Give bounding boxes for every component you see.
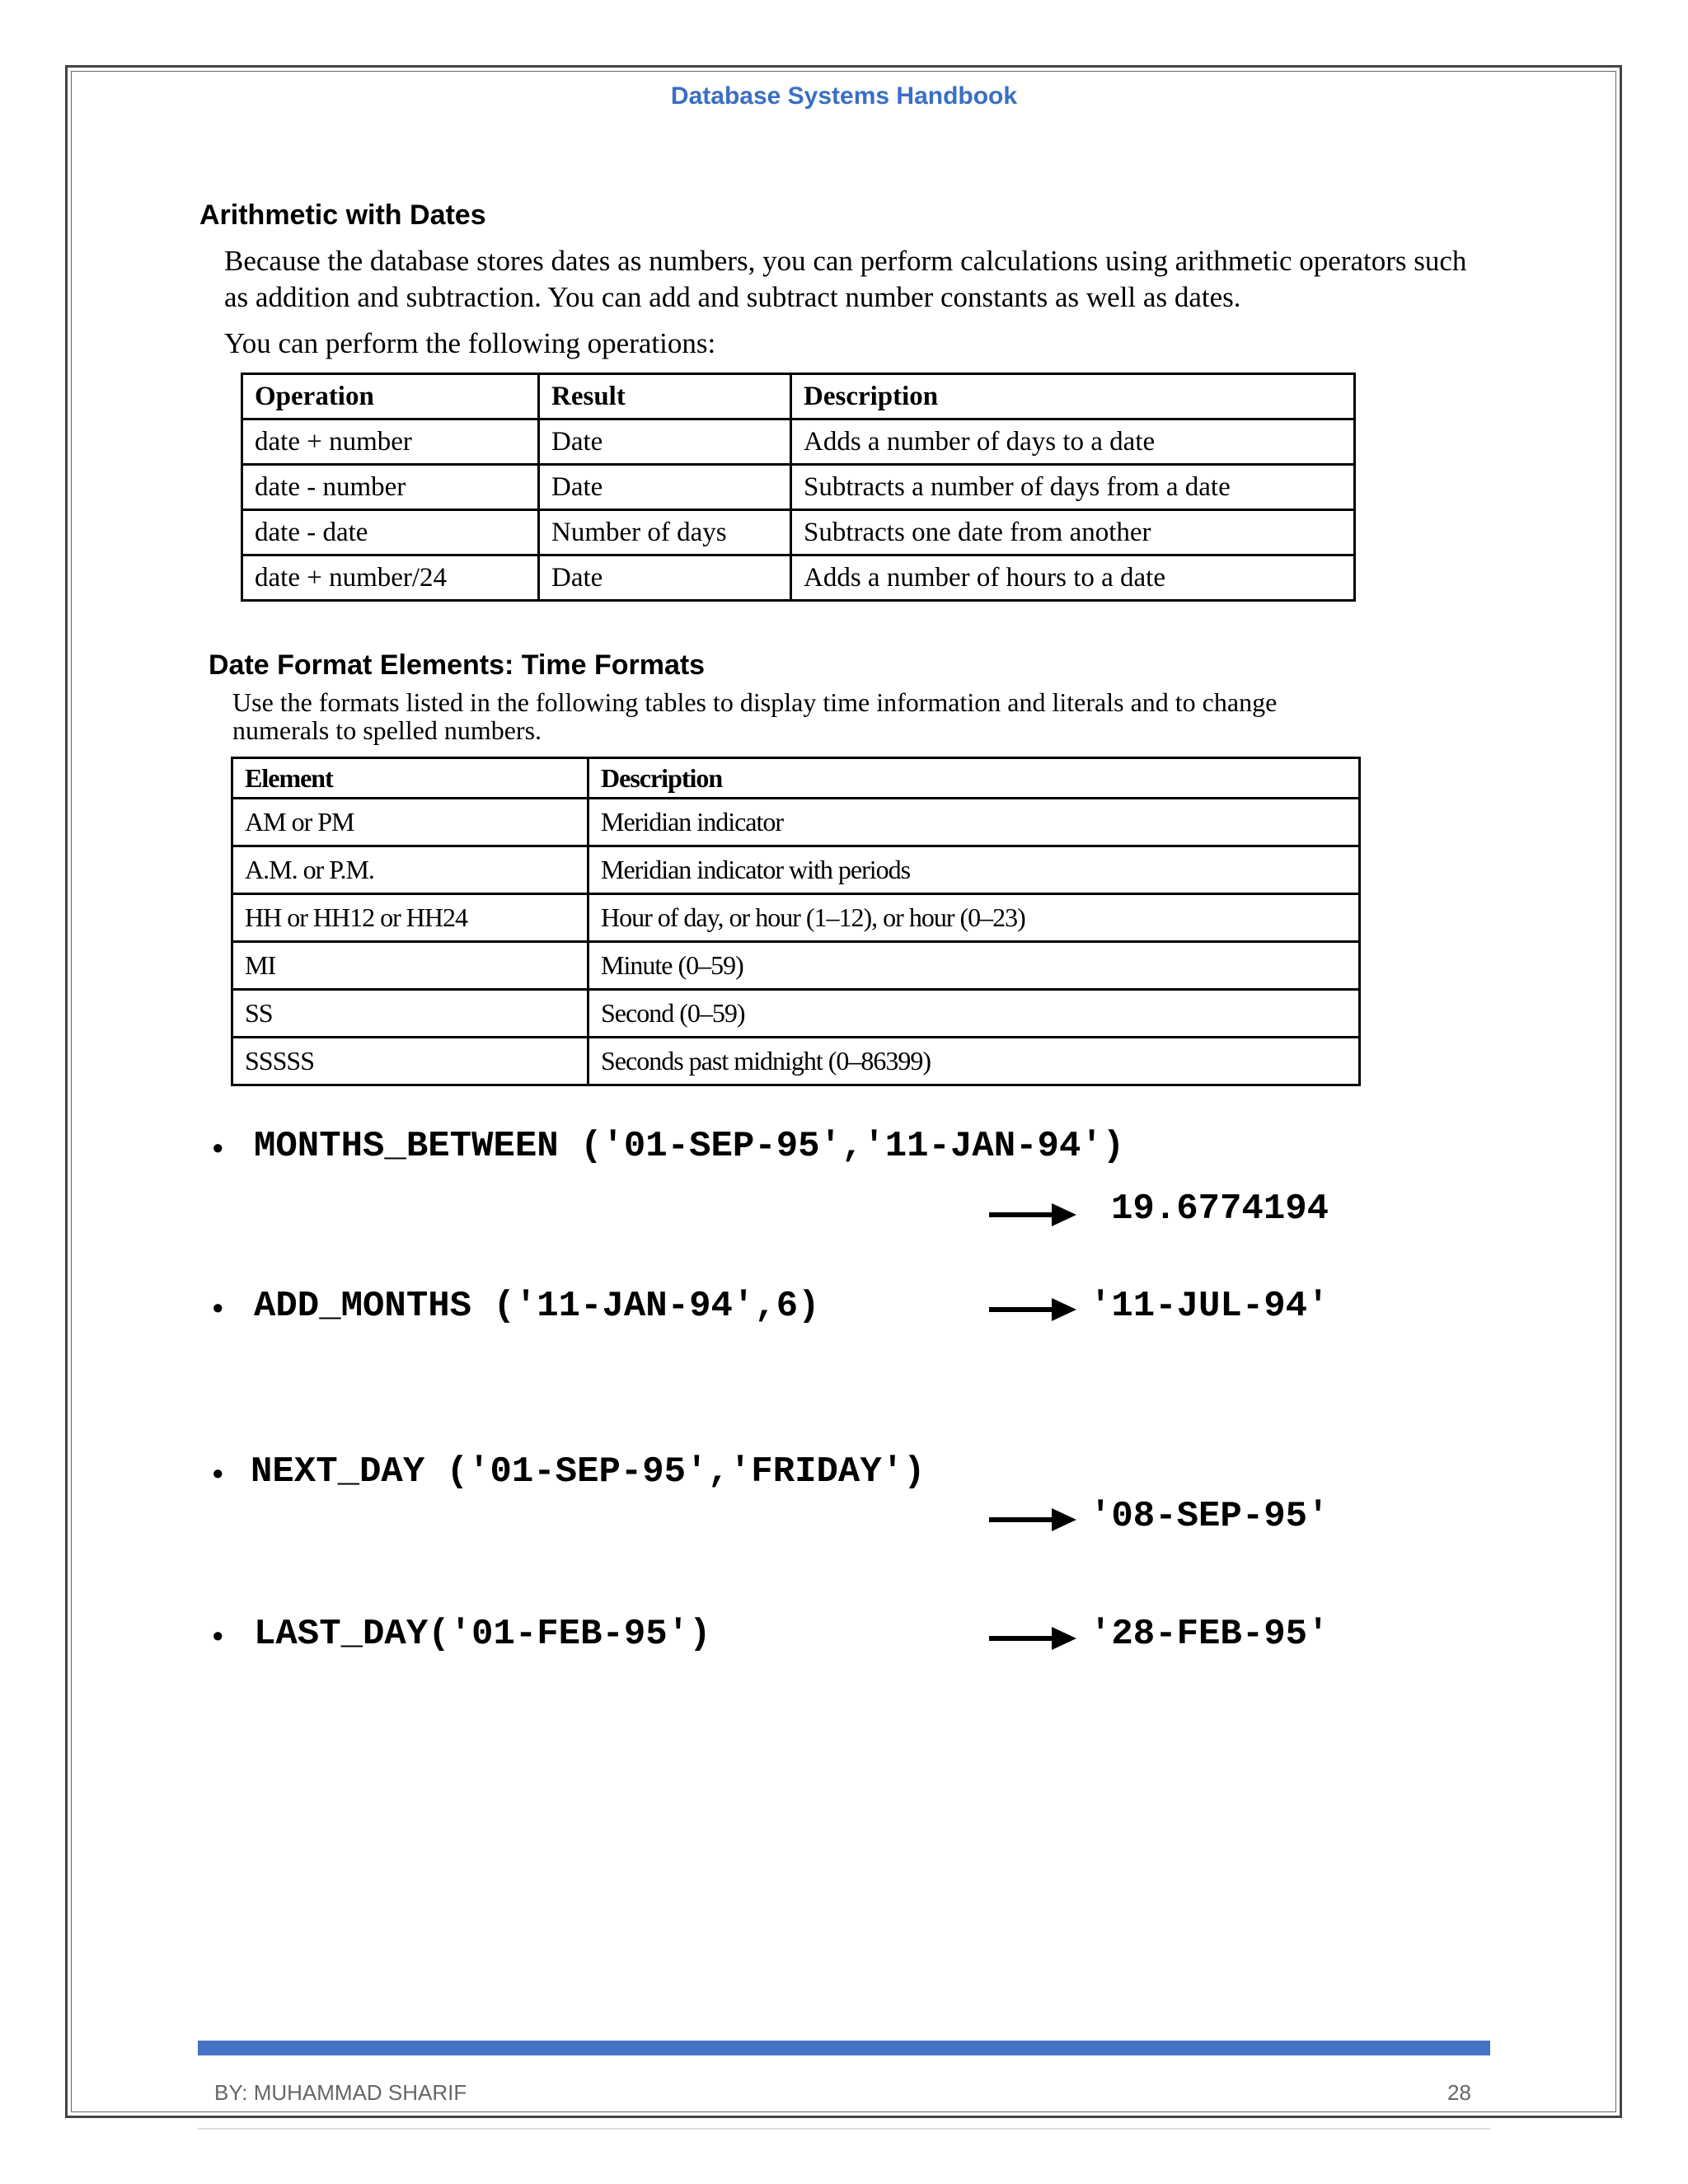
table-cell: Adds a number of days to a date: [791, 419, 1355, 465]
header-title: Database Systems Handbook: [670, 82, 1018, 110]
footer-author: BY: MUHAMMAD SHARIF: [214, 2080, 467, 2105]
table-cell: Seconds past midnight (0–86399): [588, 1038, 1360, 1085]
table-cell: date + number/24: [242, 555, 539, 601]
table-header-row: [242, 374, 1355, 419]
table-cell: Date: [539, 465, 791, 510]
arrow-right-icon: [989, 1200, 1076, 1230]
table-row: [232, 942, 1360, 990]
operations-table: [241, 373, 1356, 602]
example-expr-add-months: ADD_MONTHS ('11-JAN-94',6): [254, 1286, 820, 1327]
table-cell: Date: [539, 419, 791, 465]
section2-para-line2: numerals to spelled numbers.: [232, 715, 542, 745]
example-expr-last-day: LAST_DAY('01-FEB-95'): [254, 1614, 711, 1655]
table-cell: Meridian indicator: [588, 799, 1360, 846]
example-expr-next-day: NEXT_DAY ('01-SEP-95','FRIDAY'): [251, 1451, 926, 1493]
bullet: •: [213, 1619, 223, 1652]
example-result-last-day: '28-FEB-95': [1090, 1614, 1329, 1655]
table-cell: HH or HH12 or HH24: [232, 894, 588, 942]
bullet: •: [213, 1131, 223, 1165]
table-row: [242, 555, 1355, 601]
arrow-right-icon: [989, 1624, 1076, 1653]
column-header: Operation: [242, 374, 539, 419]
example-expr-months-between: MONTHS_BETWEEN ('01-SEP-95','11-JAN-94'): [254, 1126, 1125, 1167]
table-cell: SSSSS: [232, 1038, 588, 1085]
example-result-months-between: 19.6774194: [1111, 1188, 1329, 1230]
table-cell: date - date: [242, 510, 539, 555]
table-cell: Number of days: [539, 510, 791, 555]
section-heading-arithmetic: Arithmetic with Dates: [199, 199, 486, 231]
table-cell: MI: [232, 942, 588, 990]
table-cell: date - number: [242, 465, 539, 510]
time-formats-table: [231, 757, 1361, 1086]
table-cell: Minute (0–59): [588, 942, 1360, 990]
footer-bar: [198, 2041, 1490, 2055]
column-header: Element: [232, 758, 588, 799]
table-cell: A.M. or P.M.: [232, 846, 588, 894]
table-header-row: [232, 758, 1360, 799]
section1-para-line2: as addition and subtraction. You can add and subtract number constants as well as dates.: [224, 281, 1241, 313]
table-cell: SS: [232, 990, 588, 1038]
table-cell: Date: [539, 555, 791, 601]
table-cell: Second (0–59): [588, 990, 1360, 1038]
table-row: [232, 1038, 1360, 1085]
section-heading-time-formats: Date Format Elements: Time Formats: [209, 649, 706, 681]
table-cell: AM or PM: [232, 799, 588, 846]
footer-divider: [198, 2128, 1490, 2130]
arrow-right-icon: [989, 1295, 1076, 1324]
column-header: Description: [791, 374, 1355, 419]
example-result-next-day: '08-SEP-95': [1090, 1496, 1329, 1537]
section1-intro: You can perform the following operations:: [224, 327, 716, 359]
bullet: •: [213, 1291, 223, 1324]
table-row: [232, 799, 1360, 846]
section1-para-line1: Because the database stores dates as numbers, you can perform calculations using arithmetic operators such: [224, 245, 1467, 277]
table-cell: Meridian indicator with periods: [588, 846, 1360, 894]
example-result-add-months: '11-JUL-94': [1090, 1286, 1329, 1327]
table-row: [242, 465, 1355, 510]
table-row: [232, 846, 1360, 894]
table-cell: Subtracts a number of days from a date: [791, 465, 1355, 510]
table-cell: Adds a number of hours to a date: [791, 555, 1355, 601]
bullet: •: [213, 1456, 223, 1490]
table-row: [242, 510, 1355, 555]
arrow-right-icon: [989, 1505, 1076, 1535]
table-cell: Subtracts one date from another: [791, 510, 1355, 555]
table-row: [232, 990, 1360, 1038]
table-cell: Hour of day, or hour (1–12), or hour (0–23): [588, 894, 1360, 942]
section2-para-line1: Use the formats listed in the following tables to display time information and literals and to change: [232, 687, 1278, 717]
table-row: [232, 894, 1360, 942]
table-cell: date + number: [242, 419, 539, 465]
table-row: [242, 419, 1355, 465]
page-number: 28: [1447, 2080, 1471, 2105]
column-header: Result: [539, 374, 791, 419]
column-header: Description: [588, 758, 1360, 799]
